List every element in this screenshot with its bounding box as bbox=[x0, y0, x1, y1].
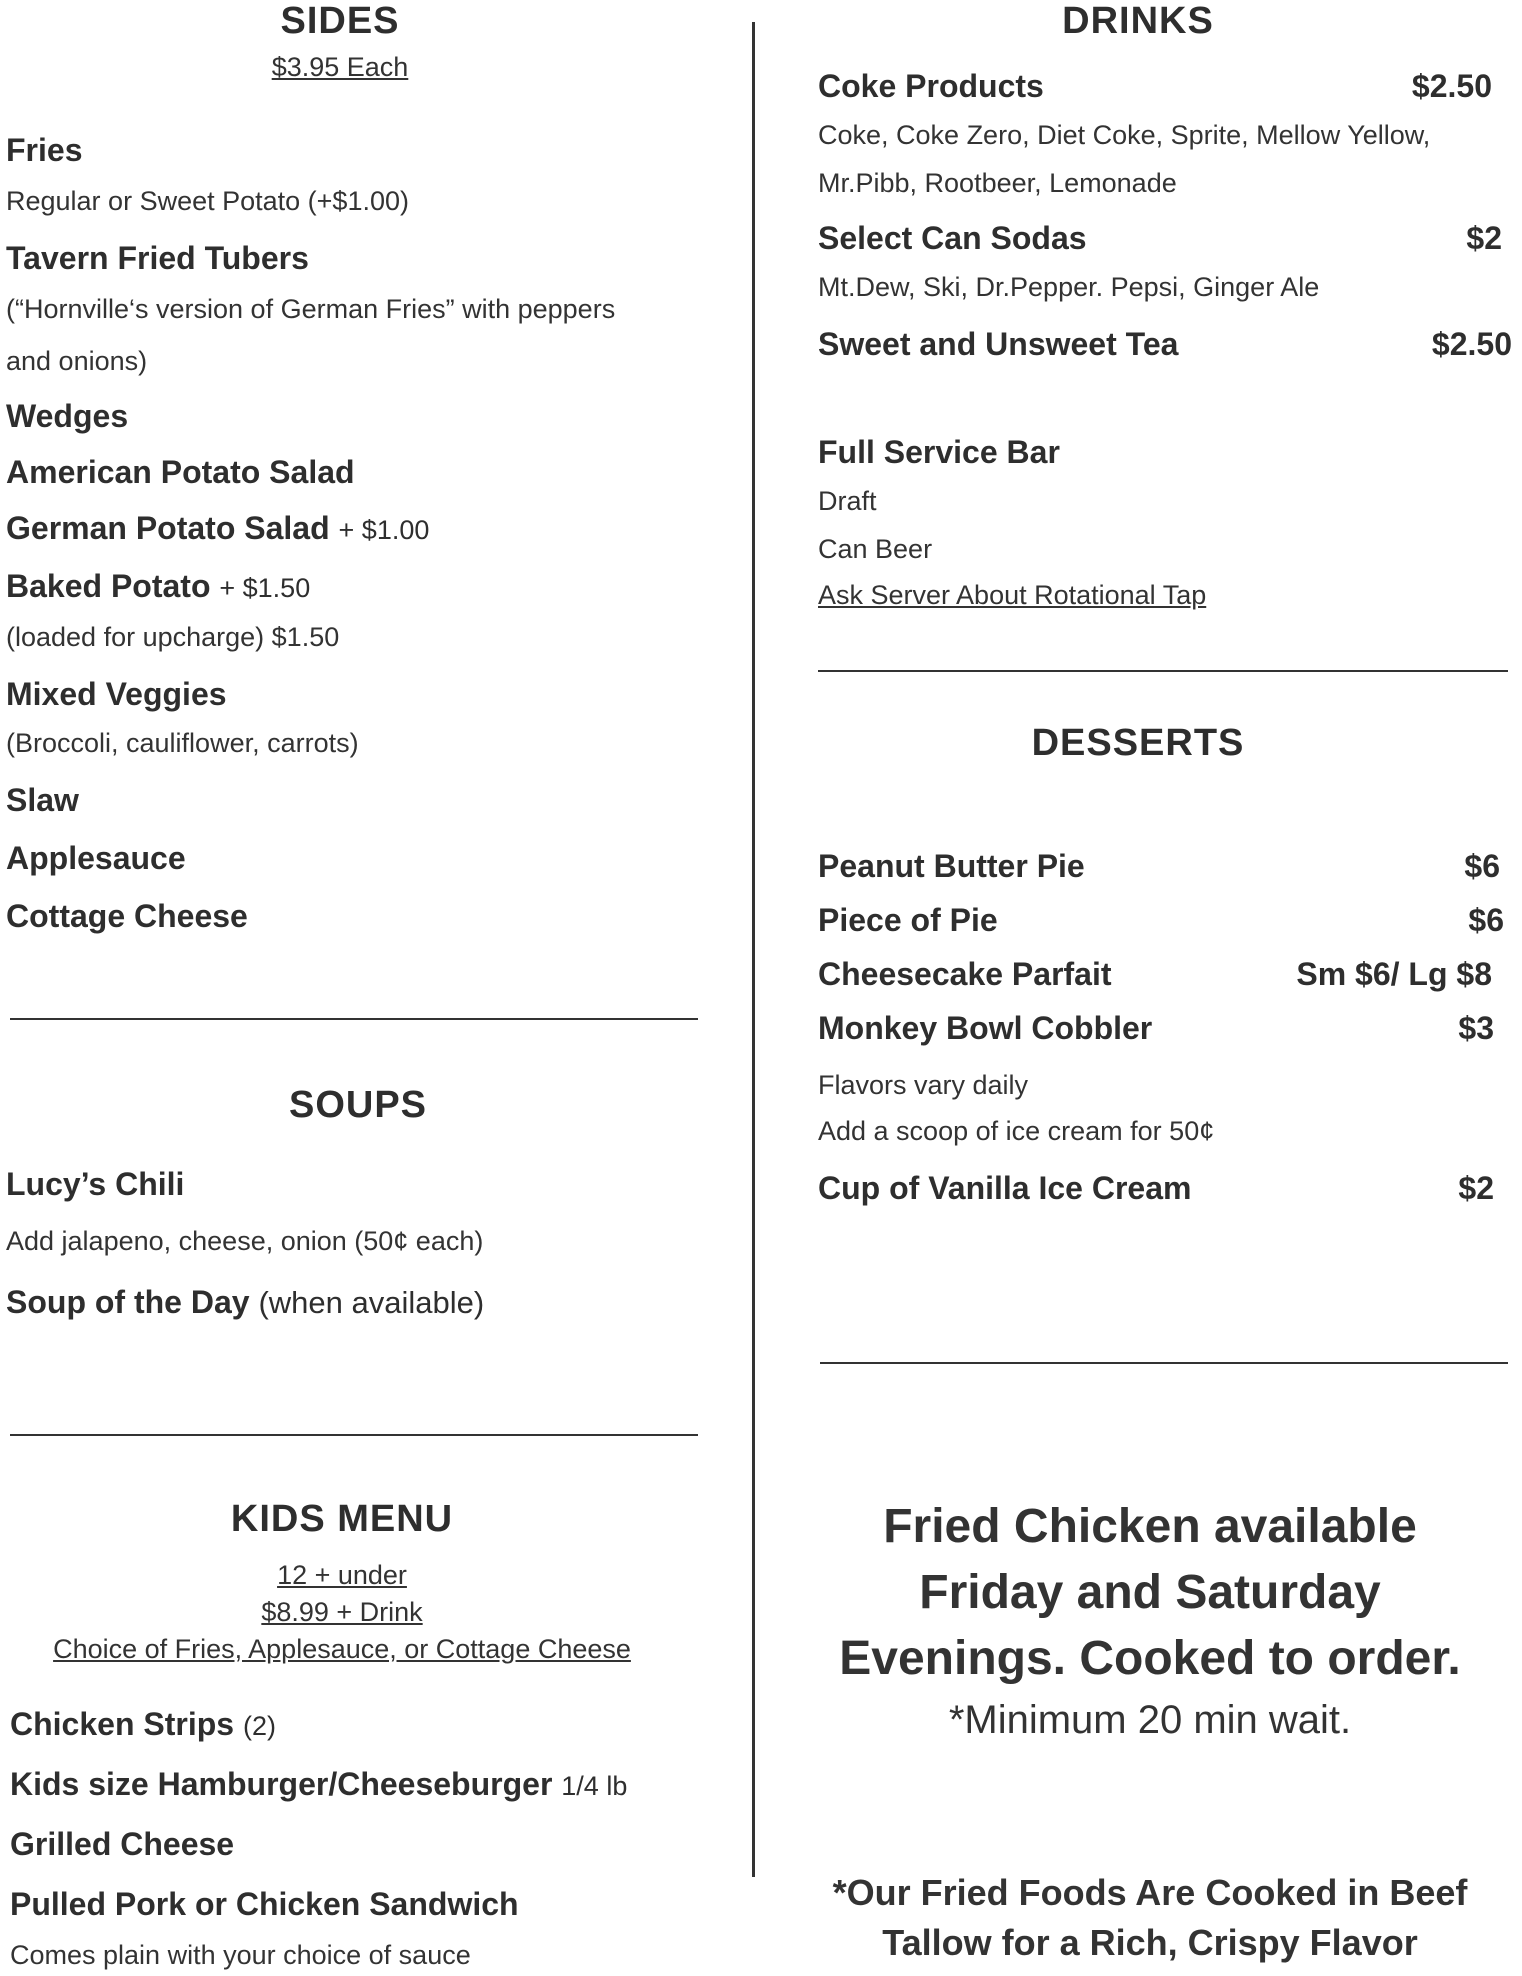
tea-price: $2.50 bbox=[1431, 326, 1512, 362]
german-extra: + $1.00 bbox=[338, 515, 430, 545]
bar-draft: Draft bbox=[818, 486, 877, 516]
rotational-tap-note: Ask Server About Rotational Tap bbox=[818, 580, 1207, 610]
sides-title: SIDES bbox=[280, 0, 400, 42]
promo-line3: Evenings. Cooked to order. bbox=[839, 1632, 1461, 1685]
chili-desc: Add jalapeno, cheese, onion (50¢ each) bbox=[6, 1226, 484, 1256]
item-german-potato-salad bbox=[6, 510, 429, 547]
soup-day-extra: (when available) bbox=[258, 1285, 485, 1320]
can-sodas-price: $2 bbox=[1466, 220, 1502, 256]
promo-line2: Friday and Saturday bbox=[919, 1566, 1381, 1619]
item-tavern-fried-tubers: Tavern Fried Tubers bbox=[6, 240, 309, 276]
vanilla-price: $2 bbox=[1458, 1170, 1494, 1206]
item-vanilla-ice-cream: Cup of Vanilla Ice Cream bbox=[818, 1170, 1192, 1206]
divider-soups bbox=[10, 1434, 698, 1436]
item-full-service-bar: Full Service Bar bbox=[818, 434, 1060, 470]
item-slaw: Slaw bbox=[6, 782, 79, 818]
sides-subtitle: $3.95 Each bbox=[271, 52, 409, 82]
item-american-potato-salad: American Potato Salad bbox=[6, 454, 355, 490]
divider-drinks bbox=[818, 670, 1508, 672]
pulled-desc: Comes plain with your choice of sauce bbox=[10, 1940, 471, 1970]
item-kids-hamburger bbox=[10, 1766, 627, 1803]
item-cheesecake-parfait: Cheesecake Parfait bbox=[818, 956, 1112, 992]
kids-age: 12 + under bbox=[277, 1560, 407, 1590]
parfait-price: Sm $6/ Lg $8 bbox=[1296, 956, 1492, 992]
item-wedges: Wedges bbox=[6, 398, 129, 434]
tubers-desc-line1: (“Hornville‘s version of German Fries” with peppers bbox=[6, 294, 616, 324]
coke-price: $2.50 bbox=[1411, 68, 1492, 104]
tubers-desc-line2: and onions) bbox=[6, 346, 148, 376]
desserts-title: DESSERTS bbox=[1031, 722, 1245, 764]
item-pulled-pork: Pulled Pork or Chicken Sandwich bbox=[10, 1886, 519, 1922]
can-sodas-desc: Mt.Dew, Ski, Dr.Pepper. Pepsi, Ginger Ale bbox=[818, 272, 1320, 302]
promo-line1: Fried Chicken available bbox=[883, 1500, 1417, 1553]
burger-extra: 1/4 lb bbox=[561, 1771, 628, 1801]
baked-desc: (loaded for upcharge) $1.50 bbox=[6, 622, 340, 652]
item-fries: Fries bbox=[6, 132, 83, 168]
footer-line2: Tallow for a Rich, Crispy Flavor bbox=[882, 1922, 1418, 1963]
right-column bbox=[760, 0, 1522, 1976]
coke-desc-line1: Coke, Coke Zero, Diet Coke, Sprite, Mellow Yellow, bbox=[818, 120, 1431, 150]
soup-day-label: Soup of the Day bbox=[6, 1284, 250, 1320]
drinks-title: DRINKS bbox=[1062, 0, 1214, 42]
item-grilled-cheese: Grilled Cheese bbox=[10, 1826, 235, 1862]
piece-price: $6 bbox=[1468, 902, 1504, 938]
column-divider bbox=[752, 22, 755, 1877]
kids-choice: Choice of Fries, Applesauce, or Cottage Cheese bbox=[53, 1634, 631, 1664]
kids-price: $8.99 + Drink bbox=[261, 1597, 423, 1627]
item-select-can-sodas: Select Can Sodas bbox=[818, 220, 1087, 256]
item-sweet-unsweet-tea: Sweet and Unsweet Tea bbox=[818, 326, 1179, 362]
item-mixed-veggies: Mixed Veggies bbox=[6, 676, 227, 712]
divider-desserts bbox=[820, 1362, 1508, 1364]
item-lucys-chili: Lucy’s Chili bbox=[6, 1166, 185, 1202]
item-coke-products: Coke Products bbox=[818, 68, 1044, 104]
coke-desc-line2: Mr.Pibb, Rootbeer, Lemonade bbox=[818, 168, 1177, 198]
german-label: German Potato Salad bbox=[6, 510, 330, 546]
cobbler-desc-line1: Flavors vary daily bbox=[818, 1070, 1029, 1100]
item-piece-of-pie: Piece of Pie bbox=[818, 902, 998, 938]
bar-can-beer: Can Beer bbox=[818, 534, 933, 564]
soups-title: SOUPS bbox=[288, 1084, 428, 1126]
item-monkey-bowl-cobbler: Monkey Bowl Cobbler bbox=[818, 1010, 1153, 1046]
strips-label: Chicken Strips bbox=[10, 1706, 235, 1742]
footer-line1: *Our Fried Foods Are Cooked in Beef bbox=[832, 1872, 1468, 1913]
promo-note: *Minimum 20 min wait. bbox=[948, 1698, 1352, 1742]
left-column bbox=[0, 0, 720, 1976]
item-peanut-butter-pie: Peanut Butter Pie bbox=[818, 848, 1085, 884]
divider-sides bbox=[10, 1018, 698, 1020]
strips-extra: (2) bbox=[242, 1711, 276, 1741]
baked-extra: + $1.50 bbox=[219, 573, 311, 603]
cobbler-desc-line2: Add a scoop of ice cream for 50¢ bbox=[818, 1116, 1215, 1146]
fries-desc: Regular or Sweet Potato (+$1.00) bbox=[6, 186, 409, 216]
item-soup-of-the-day bbox=[6, 1284, 484, 1321]
item-chicken-strips bbox=[10, 1706, 276, 1743]
cobbler-price: $3 bbox=[1458, 1010, 1494, 1046]
kids-menu-title: KIDS MENU bbox=[230, 1498, 454, 1540]
item-applesauce: Applesauce bbox=[6, 840, 186, 876]
veggies-desc: (Broccoli, cauliflower, carrots) bbox=[6, 728, 359, 758]
item-baked-potato bbox=[6, 568, 310, 605]
baked-label: Baked Potato bbox=[6, 568, 211, 604]
pb-price: $6 bbox=[1464, 848, 1500, 884]
burger-label: Kids size Hamburger/Cheeseburger bbox=[10, 1766, 553, 1802]
item-cottage-cheese: Cottage Cheese bbox=[6, 898, 248, 934]
